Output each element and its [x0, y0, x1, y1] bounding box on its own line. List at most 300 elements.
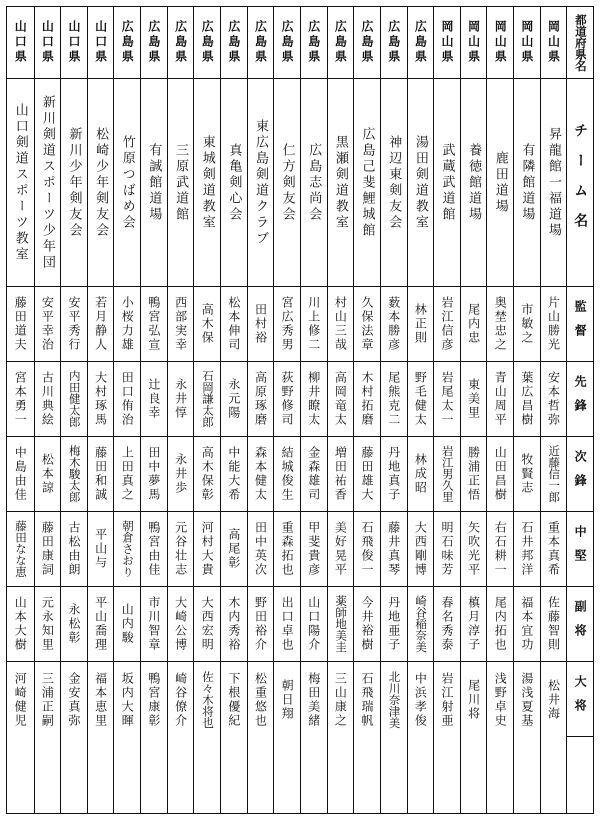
senpo-text: 石岡謙太郎 [200, 370, 215, 428]
coach-cell [541, 287, 567, 362]
taisho-cell [541, 662, 567, 737]
team-row [327, 7, 354, 813]
prefecture-cell [274, 7, 300, 79]
fukusho-text: 山本大樹 [13, 596, 28, 652]
header-coach-label: 監督 [573, 300, 588, 348]
prefecture-cell [61, 7, 87, 79]
team-name-text: 鹿田道場 [492, 150, 508, 215]
fukusho-cell [114, 587, 140, 662]
senpo-cell [434, 362, 460, 437]
header-coach [567, 287, 593, 362]
team-row [380, 7, 407, 813]
coach-text: 安平幸治 [40, 296, 55, 352]
chuken-cell [61, 512, 87, 587]
senpo-text: 柳井瞭太 [306, 371, 321, 427]
prefecture-cell [541, 7, 567, 79]
team-name-text: 三原武道館 [173, 142, 189, 223]
senpo-cell [61, 362, 87, 437]
team-name-text: 神辺東剣友会 [386, 134, 402, 231]
senpo-text: 永井惇 [173, 378, 188, 420]
prefecture-text: 広島県 [306, 20, 321, 65]
fukusho-text: 大西宏明 [200, 596, 215, 652]
team-name-cell [274, 79, 300, 287]
coach-cell [381, 287, 407, 362]
taisho-cell [194, 662, 220, 737]
jiho-text: 中能大希 [226, 446, 241, 502]
senpo-text: 尾熊克二 [386, 371, 401, 427]
team-name-cell [221, 79, 247, 287]
jiho-cell [61, 437, 87, 512]
coach-text: 西部実幸 [173, 296, 188, 352]
jiho-cell [194, 437, 220, 512]
fukusho-text: 山内駿 [120, 603, 135, 645]
fukusho-cell [7, 587, 34, 662]
prefecture-text: 広島県 [120, 20, 135, 65]
chuken-text: 矢吹光平 [466, 521, 481, 577]
fukusho-cell [168, 587, 194, 662]
taisho-text: 鴨宮康彰 [146, 671, 161, 728]
coach-cell [7, 287, 34, 362]
coach-cell [114, 287, 140, 362]
jiho-text: 松本諒 [40, 453, 55, 495]
chuken-text: 石飛俊一 [360, 521, 375, 577]
jiho-text: 中島由佳 [13, 446, 28, 502]
senpo-text: 高原琢磨 [253, 371, 268, 427]
fukusho-text: 野田裕介 [253, 596, 268, 652]
fukusho-text: 木内秀裕 [226, 596, 241, 652]
chuken-cell [381, 512, 407, 587]
header-taisho [567, 662, 593, 737]
jiho-text: 金森雄司 [306, 446, 321, 502]
chuken-cell [88, 512, 114, 587]
jiho-text: 岩江男久里 [440, 445, 455, 503]
chuken-text: 藤田康詞 [40, 521, 55, 577]
header-prefecture-label: 都道府県名 [573, 13, 588, 72]
senpo-text: 荻野修司 [280, 371, 295, 427]
taisho-text: 石飛瑞帆 [360, 671, 375, 728]
prefecture-text: 山口県 [67, 20, 81, 65]
taisho-cell [168, 662, 194, 737]
prefecture-cell [88, 7, 114, 79]
jiho-cell [434, 437, 460, 512]
team-name-cell [541, 79, 567, 287]
fukusho-cell [328, 587, 354, 662]
coach-cell [274, 287, 300, 362]
fukusho-text: 春名秀泰 [439, 596, 454, 652]
team-name-text: 新川剣道スポーツ少年団 [39, 94, 55, 271]
team-name-text: 武蔵武道館 [439, 142, 455, 223]
senpo-cell [141, 362, 167, 437]
coach-text: 尾内忠 [466, 303, 481, 345]
fukusho-text: 丹地亜子 [386, 596, 401, 652]
coach-text: 市敏之 [519, 303, 534, 345]
fukusho-cell [61, 587, 87, 662]
header-team-label: チーム名 [572, 122, 589, 243]
prefecture-cell [514, 7, 540, 79]
taisho-text: 金安真弥 [67, 671, 81, 728]
senpo-cell [408, 362, 434, 437]
team-row [60, 7, 87, 813]
coach-text: 薮本勝彦 [386, 296, 401, 352]
jiho-cell [354, 437, 380, 512]
prefecture-text: 岡山県 [519, 20, 534, 65]
fukusho-text: 福本宜功 [519, 596, 534, 652]
jiho-text: 勝浦正悟 [466, 446, 481, 502]
team-row [7, 7, 34, 813]
chuken-cell [248, 512, 274, 587]
team-row [273, 7, 300, 813]
header-column [566, 7, 593, 813]
jiho-text: 永井歩 [173, 453, 188, 495]
taisho-text: 福本恵里 [93, 671, 108, 728]
fukusho-cell [221, 587, 247, 662]
chuken-text: 石井邦洋 [519, 521, 534, 577]
taisho-cell [114, 662, 140, 737]
team-name-cell [514, 79, 540, 287]
prefecture-cell [114, 7, 140, 79]
team-row [407, 7, 434, 813]
prefecture-cell [354, 7, 380, 79]
team-row [140, 7, 167, 813]
senpo-text: 岩尾太一 [439, 371, 454, 427]
taisho-cell [408, 662, 434, 737]
chuken-text: 鴨宮由佳 [146, 521, 161, 577]
jiho-cell [408, 437, 434, 512]
taisho-text: 尾川将 [466, 678, 481, 721]
taisho-cell [141, 662, 167, 737]
fukusho-text: 佐藤智則 [546, 596, 561, 652]
fukusho-cell [88, 587, 114, 662]
team-row [167, 7, 194, 813]
senpo-text: 高岡竜太 [333, 371, 348, 427]
chuken-text: 明石味芳 [439, 521, 454, 577]
taisho-cell [328, 662, 354, 737]
team-row [300, 7, 327, 813]
taisho-text: 下根優紀 [226, 671, 241, 728]
coach-text: 松本伸司 [226, 296, 241, 352]
prefecture-cell [381, 7, 407, 79]
jiho-cell [141, 437, 167, 512]
team-name-text: 広島己斐鯉城館 [359, 126, 375, 239]
jiho-text: 上田真之 [120, 446, 135, 502]
fukusho-cell [354, 587, 380, 662]
fukusho-text: 大崎公博 [173, 596, 188, 652]
team-row [34, 7, 61, 813]
header-chuken [567, 512, 593, 587]
prefecture-text: 広島県 [333, 20, 348, 65]
team-roster-table [6, 6, 594, 814]
chuken-cell [35, 512, 61, 587]
senpo-text: 青山周平 [493, 371, 508, 427]
team-name-text: 広島志尚会 [306, 142, 322, 223]
senpo-cell [88, 362, 114, 437]
jiho-text: 結城俊生 [280, 446, 295, 502]
senpo-text: 辻良幸 [146, 378, 161, 420]
header-fukusho-label: 副将 [573, 600, 588, 648]
fukusho-cell [434, 587, 460, 662]
chuken-text: 藤井真琴 [386, 521, 401, 577]
team-row [460, 7, 487, 813]
taisho-text: 河崎健児 [13, 671, 28, 728]
team-name-text: 山口剣道スポーツ教室 [12, 102, 28, 263]
taisho-cell [354, 662, 380, 737]
fukusho-text: 出口卓也 [280, 596, 295, 652]
chuken-text: 藤田なな恵 [14, 520, 28, 578]
prefecture-text: 広島県 [173, 20, 188, 65]
fukusho-cell [514, 587, 540, 662]
chuken-cell [541, 512, 567, 587]
fukusho-text: 山口陽介 [306, 596, 321, 652]
team-name-cell [61, 79, 87, 287]
team-name-cell [168, 79, 194, 287]
coach-text: 小桜力雄 [120, 296, 135, 352]
coach-cell [248, 287, 274, 362]
senpo-cell [514, 362, 540, 437]
team-name-cell [141, 79, 167, 287]
taisho-text: 梅田美緒 [306, 671, 321, 728]
jiho-cell [221, 437, 247, 512]
chuken-text: 大西剛博 [413, 521, 428, 577]
senpo-cell [328, 362, 354, 437]
coach-text: 若月静人 [93, 296, 108, 352]
team-name-text: 新川少年剣友会 [66, 126, 82, 239]
senpo-cell [274, 362, 300, 437]
prefecture-cell [194, 7, 220, 79]
coach-cell [35, 287, 61, 362]
jiho-cell [274, 437, 300, 512]
chuken-text: 美好晃平 [333, 521, 348, 577]
header-prefecture [567, 7, 593, 79]
prefecture-cell [141, 7, 167, 79]
coach-text: 高木保 [200, 303, 215, 345]
prefecture-text: 広島県 [413, 20, 428, 65]
taisho-text: 朝日翔 [280, 678, 295, 721]
team-name-cell [248, 79, 274, 287]
senpo-text: 大村琢馬 [93, 371, 108, 427]
team-name-cell [354, 79, 380, 287]
jiho-text: 近藤信一郎 [547, 445, 562, 503]
prefecture-cell [168, 7, 194, 79]
fukusho-cell [141, 587, 167, 662]
coach-cell [434, 287, 460, 362]
coach-cell [88, 287, 114, 362]
chuken-text: 田中英次 [253, 521, 268, 577]
chuken-cell [221, 512, 247, 587]
chuken-cell [434, 512, 460, 587]
prefecture-cell [7, 7, 34, 79]
coach-cell [141, 287, 167, 362]
jiho-text: 藤田雄大 [360, 446, 375, 502]
senpo-cell [35, 362, 61, 437]
coach-cell [168, 287, 194, 362]
prefecture-text: 広島県 [200, 20, 215, 65]
fukusho-cell [541, 587, 567, 662]
taisho-cell [35, 662, 61, 737]
prefecture-cell [301, 7, 327, 79]
fukusho-text: 永松彰 [67, 603, 81, 645]
prefecture-cell [487, 7, 513, 79]
coach-text: 久保法章 [360, 296, 375, 352]
team-row [433, 7, 460, 813]
prefecture-text: 岡山県 [439, 20, 454, 65]
chuken-cell [141, 512, 167, 587]
chuken-cell [194, 512, 220, 587]
coach-cell [514, 287, 540, 362]
fukusho-text: 元永知里 [40, 596, 55, 652]
jiho-cell [541, 437, 567, 512]
chuken-text: 高尾彰 [226, 528, 241, 570]
taisho-cell [88, 662, 114, 737]
taisho-cell [461, 662, 487, 737]
team-name-text: 有隣館道場 [519, 142, 535, 223]
coach-text: 宮広秀男 [280, 296, 295, 352]
header-chuken-label: 中堅 [573, 525, 588, 573]
team-row [540, 7, 567, 813]
prefecture-text: 広島県 [226, 20, 241, 65]
prefecture-cell [434, 7, 460, 79]
prefecture-text: 岡山県 [466, 20, 481, 65]
chuken-cell [328, 512, 354, 587]
taisho-cell [514, 662, 540, 737]
header-taisho-label: 大将 [573, 675, 588, 723]
senpo-text: 葉広昌樹 [519, 371, 534, 427]
senpo-text: 木村拓磨 [360, 371, 375, 427]
jiho-text: 田中夢馬 [146, 446, 161, 502]
jiho-cell [7, 437, 34, 512]
senpo-cell [487, 362, 513, 437]
senpo-cell [248, 362, 274, 437]
header-team [567, 79, 593, 287]
jiho-cell [248, 437, 274, 512]
coach-cell [408, 287, 434, 362]
prefecture-text: 山口県 [13, 20, 28, 65]
jiho-cell [88, 437, 114, 512]
coach-cell [461, 287, 487, 362]
chuken-cell [301, 512, 327, 587]
taisho-cell [381, 662, 407, 737]
taisho-cell [301, 662, 327, 737]
jiho-text: 増田祐香 [333, 446, 348, 502]
team-row [486, 7, 513, 813]
coach-text: 安平秀行 [67, 296, 81, 352]
team-name-cell [194, 79, 220, 287]
taisho-text: 坂内大暉 [120, 671, 135, 728]
senpo-cell [461, 362, 487, 437]
prefecture-text: 広島県 [386, 20, 401, 65]
senpo-text: 古川典絵 [40, 371, 55, 427]
senpo-cell [541, 362, 567, 437]
team-name-text: 竹原つばめ会 [119, 134, 135, 231]
team-name-cell [461, 79, 487, 287]
chuken-text: 重本真希 [546, 521, 561, 577]
senpo-cell [7, 362, 34, 437]
chuken-text: 重森拓也 [280, 521, 295, 577]
fukusho-text: 平山喬理 [93, 596, 108, 652]
team-row [87, 7, 114, 813]
prefecture-cell [35, 7, 61, 79]
team-name-cell [487, 79, 513, 287]
team-name-text: 真亀剣心会 [226, 142, 242, 223]
team-name-text: 湯田剣道教室 [412, 134, 428, 231]
taisho-text: 中浜孝俊 [413, 671, 428, 728]
coach-text: 奥埜忠之 [493, 296, 508, 352]
prefecture-cell [461, 7, 487, 79]
chuken-cell [274, 512, 300, 587]
taisho-cell [274, 662, 300, 737]
team-name-text: 黒瀬剣道教室 [332, 134, 348, 231]
coach-text: 田村裕 [253, 303, 268, 345]
taisho-text: 松重悠也 [253, 671, 268, 728]
prefecture-cell [408, 7, 434, 79]
jiho-text: 藤田和誠 [93, 446, 108, 502]
senpo-text: 安本哲弥 [546, 371, 561, 427]
fukusho-text: 薬師地美圭 [334, 595, 349, 653]
jiho-text: 林成昭 [413, 453, 428, 495]
taisho-text: 浅野卓史 [493, 671, 508, 728]
team-name-text: 東広島剣道クラブ [252, 118, 268, 247]
jiho-text: 梅木駿太郎 [67, 445, 82, 503]
jiho-cell [168, 437, 194, 512]
coach-cell [354, 287, 380, 362]
chuken-cell [461, 512, 487, 587]
team-row [247, 7, 274, 813]
team-name-text: 有誠館道場 [146, 142, 162, 223]
fukusho-cell [381, 587, 407, 662]
senpo-cell [354, 362, 380, 437]
coach-cell [301, 287, 327, 362]
team-name-text: 東城剣道教室 [199, 134, 215, 231]
prefecture-text: 広島県 [360, 20, 375, 65]
senpo-text: 内田健太郎 [67, 370, 82, 428]
chuken-text: 元谷壮志 [173, 521, 188, 577]
team-name-cell [114, 79, 140, 287]
fukusho-cell [194, 587, 220, 662]
fukusho-cell [35, 587, 61, 662]
chuken-cell [114, 512, 140, 587]
prefecture-text: 広島県 [146, 20, 161, 65]
senpo-cell [168, 362, 194, 437]
coach-text: 藤田道夫 [13, 296, 28, 352]
prefecture-text: 広島県 [253, 20, 268, 65]
team-name-cell [328, 79, 354, 287]
prefecture-text: 広島県 [280, 20, 295, 65]
prefecture-cell [221, 7, 247, 79]
chuken-cell [168, 512, 194, 587]
fukusho-text: 今井裕樹 [360, 596, 375, 652]
chuken-text: 古松由朗 [67, 521, 81, 577]
team-name-cell [88, 79, 114, 287]
jiho-text: 牧賢志 [519, 453, 534, 495]
fukusho-text: 市川智章 [146, 596, 161, 652]
coach-cell [487, 287, 513, 362]
chuken-text: 右石耕一 [493, 521, 508, 577]
senpo-cell [221, 362, 247, 437]
prefecture-text: 岡山県 [546, 20, 561, 65]
jiho-cell [328, 437, 354, 512]
prefecture-cell [248, 7, 274, 79]
chuken-text: 甲斐貴彦 [306, 521, 321, 577]
jiho-cell [514, 437, 540, 512]
taisho-text: 三浦正嗣 [40, 671, 55, 728]
chuken-text: 河村大貴 [200, 521, 215, 577]
coach-cell [194, 287, 220, 362]
coach-text: 川上修二 [306, 296, 321, 352]
senpo-text: 宮本勇一 [13, 371, 28, 427]
prefecture-text: 山口県 [93, 20, 108, 65]
senpo-cell [114, 362, 140, 437]
team-name-cell [35, 79, 61, 287]
taisho-text: 崎谷僚介 [173, 671, 188, 728]
